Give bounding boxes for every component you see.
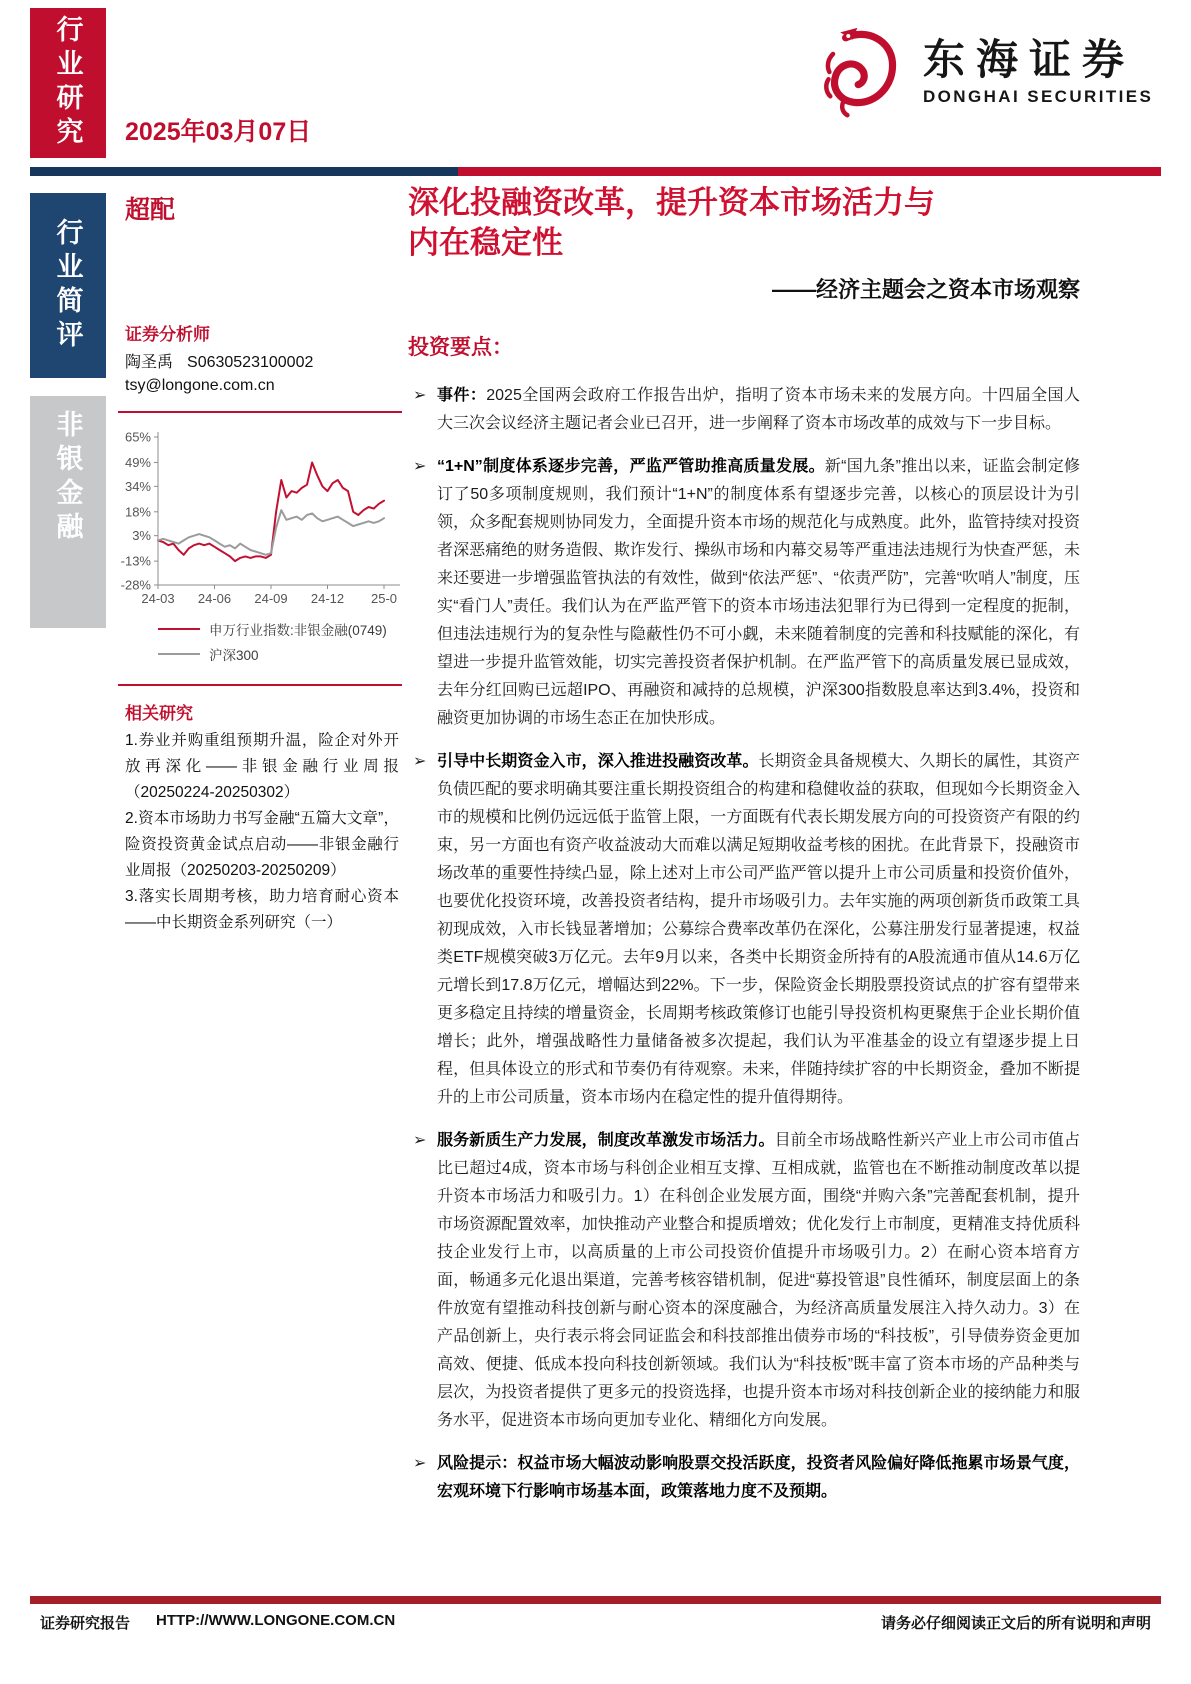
related-research-item: 1.券业并购重组预期升温，险企对外开放再深化——非银金融行业周报（20250224-20250302） <box>125 732 399 801</box>
points-heading: 投资要点： <box>408 336 513 359</box>
bullet-arrow-icon: ➢ <box>413 387 427 404</box>
sidebar-tag-industry-research <box>30 8 106 158</box>
bullet-body: 新“国九条”推出以来，证监会制定修订了50多项制度规则，我们预计“1+N”的制度体系有望逐步完善，以核心的顶层设计为引领，众多配套规则协同发力，全面提升资本市场的规范化与成熟度。此外，监管持续对投资者深恶痛绝的财务造假、欺诈发行、操纵市场和内幕交易等严重违法违规行为快查严惩，未来还要进一步增强监管执法的有效性，做到“依法严惩”、“依责严防”，完善“吹哨人”制度，压实“看门人”责任。我们认为在严监严管下的资本市场违法犯罪行为已得到一定程度的扼制，但违法违规行为的复杂性与隐蔽性仍不可小觑，未来随着制度的完善和科技赋能的深化，有望进一步提升监管效能，切实完善投资者保护机制。在严监严管下的高质量发展已显成效，去年分红回购已远超IPO、再融资和减持的总规模，沪深300指数股息率达到3.4%，投资和融资更加协调的市场生态正在加快形成。 <box>437 458 1080 727</box>
brand-text <box>923 34 1154 107</box>
header-divider-red <box>458 167 1161 176</box>
bullet-paragraph <box>437 382 1080 438</box>
chart-legend <box>158 619 412 664</box>
chart-tick-label: 25-0 <box>370 591 398 606</box>
divider-rule <box>118 684 402 686</box>
chart-tick-label: 24-12 <box>310 591 345 606</box>
chart-tick-label: 49% <box>124 454 151 470</box>
chart-shape <box>158 510 384 555</box>
bullet-body: 长期资金具备规模大、久期长的属性，其资产负债匹配的要求明确其要注重长期投资组合的构建和稳健收益的获取，但现如今长期资金入市的规模和比例仍远远低于监管上限，一方面既有代表长期发展方向的可投资资产有限的约束，另一方面也有资产收益波动大而难以满足短期收益考核的困扰。在此背景下，投融资市场改革的重要性持续凸显，除上述对上市公司严监严管以提升上市公司质量和投资价值外，也要优化投资环境，改善投资者结构，提升市场吸引力。去年实施的两项创新货币政策工具初现成效，入市长钱显著增加；公募综合费率改革仍在深化，公募注册发行显著提速，权益类ETF规模突破3万亿元。去年9月以来，各类中长期资金所持有的A股流通市值从14.6万亿元增长到17.8万亿元，增幅达到22%。下一步，保险资金长期股票投资试点的扩容有望带来更多稳定且持续的增量资金，长周期考核政策修订也能引导投资机构更聚焦于企业长期价值增长；此外，增强战略性力量储备被多次提起，我们认为平准基金的设立有望逐步提上日程，但具体设立的形式和节奏仍有待观察。未来，伴随持续扩容的中长期资金，叠加不断提升的上市公司质量，资本市场内在稳定性的提升值得期待。 <box>437 753 1080 1106</box>
sidebar-tag-label: 非银金融 <box>52 410 83 546</box>
sidebar-tag-sector <box>30 396 106 628</box>
chart-canvas <box>112 427 412 609</box>
report-date: 2025年03月07日 <box>125 118 312 146</box>
bullet-item <box>408 1450 1080 1506</box>
report-title-line2: 内在稳定性 <box>408 225 563 260</box>
brand-logo <box>815 24 1153 120</box>
bullet-item <box>408 453 1080 733</box>
analyst-email[interactable]: tsy@longone.com.cn <box>125 377 275 394</box>
report-title <box>408 183 1080 263</box>
bullet-body: 2025全国两会政府工作报告出炉，指明了资本市场未来的发展方向。十四届全国人大三次会议经济主题记者会业已召开，进一步阐释了资本市场改革的成效与下一步目标。 <box>437 387 1080 432</box>
related-research-heading: 相关研究 <box>125 704 193 723</box>
report-title-line1: 深化投融资改革，提升资本市场活力与 <box>408 185 935 220</box>
bullet-paragraph <box>437 748 1080 1112</box>
chart-tick-label: 24-06 <box>197 591 232 606</box>
bullet-body: 目前全市场战略性新兴产业上市公司市值占比已超过4成，资本市场与科创企业相互支撑、互相成就，监管也在不断推动制度改革以提升资本市场活力和吸引力。1）在科创企业发展方面，围绕“并购六条”完善配套机制，提升市场资源配置效率，加快推动产业整合和提质增效；优化发行上市制度，更精准支持优质科技企业发行上市，以高质量的上市公司投资价值提升市场吸引力。2）在耐心资本培育方面，畅通多元化退出渠道，完善考核容错机制，促进“募投管退”良性循环，制度层面上的条件放宽有望推动科技创新与耐心资本的深度融合，为经济高质量发展注入持久动力。3）在产品创新上，央行表示将会同证监会和科技部推出债券市场的“科技板”，引导债券资金更加高效、便捷、低成本投向科技创新领域。我们认为“科技板”既丰富了资本市场的产品种类与层次，为投资者提供了更多元的投资选择，也提升资本市场对科技创新企业的接纳能力和服务水平，促进资本市场向更加专业化、精细化方向发展。 <box>437 1132 1080 1429</box>
bullet-item <box>408 748 1080 1112</box>
legend-line-swatch <box>158 653 200 655</box>
chart-tick-label: 65% <box>124 429 151 445</box>
bullet-lead: 服务新质生产力发展，制度改革激发市场活力。 <box>437 1132 775 1149</box>
bullet-lead: 事件： <box>437 387 487 404</box>
chart-tick-label: 24-03 <box>141 591 175 606</box>
analyst-name: 陶圣禹 <box>125 354 174 371</box>
header-divider <box>30 167 1161 176</box>
related-research-item: 3.落实长周期考核，助力培育耐心资本——中长期资金系列研究（一） <box>125 888 399 931</box>
bullet-list <box>408 382 1080 1506</box>
analyst-heading: 证券分析师 <box>125 325 210 344</box>
chart-shape <box>158 463 384 562</box>
bullet-arrow-icon: ➢ <box>413 753 427 770</box>
legend-label: 申万行业指数:非银金融(0749) <box>209 623 387 638</box>
header-divider-navy <box>30 167 458 176</box>
footer <box>40 1612 1151 1633</box>
legend-item <box>158 619 412 639</box>
report-subtitle: ——经济主题会之资本市场观察 <box>771 277 1080 302</box>
bullet-paragraph <box>437 1127 1080 1435</box>
sidebar-tag-label: 行业简评 <box>52 217 83 354</box>
dragon-logo-icon <box>815 24 905 120</box>
sidebar-tag-label: 行业研究 <box>52 15 83 151</box>
related-research-item: 2.资本市场助力书写金融“五篇大文章”，险资投资黄金试点启动——非银金融行业周报（20250203-20250209） <box>125 810 399 879</box>
analyst-name-line <box>125 349 313 372</box>
chart-tick-label: -28% <box>120 577 151 593</box>
footer-url[interactable]: HTTP://WWW.LONGONE.COM.CN <box>156 1612 396 1629</box>
chart-tick-label: 34% <box>124 478 151 494</box>
bullet-lead: 风险提示：权益市场大幅波动影响股票交投活跃度，投资者风险偏好降低拖累市场景气度，宏观环境下行影响市场基本面，政策落地力度不及预期。 <box>437 1455 1080 1500</box>
brand-name-en: DONGHAI SECURITIES <box>923 87 1154 107</box>
related-research-list <box>125 728 399 936</box>
sidebar-tag-industry-brief <box>30 193 106 378</box>
chart-tick-label: -13% <box>120 553 151 569</box>
analyst-license: S0630523100002 <box>187 354 314 371</box>
bullet-paragraph <box>437 1450 1080 1506</box>
performance-chart <box>112 427 412 664</box>
footer-report-type: 证券研究报告 <box>40 1615 131 1632</box>
bullet-lead: “1+N”制度体系逐步完善，严监严管助推高质量发展。 <box>437 458 825 475</box>
bullet-paragraph <box>437 453 1080 733</box>
footer-disclaimer: 请务必仔细阅读正文后的所有说明和声明 <box>880 1615 1151 1632</box>
chart-tick-label: 18% <box>124 504 151 520</box>
legend-label: 沪深300 <box>209 648 259 663</box>
chart-tick-label: 3% <box>132 528 151 544</box>
footer-bar <box>30 1596 1161 1604</box>
rating-badge: 超配 <box>125 196 176 224</box>
bullet-item <box>408 1127 1080 1435</box>
main-content <box>408 183 1080 1521</box>
brand-name-cn: 东海证券 <box>923 34 1136 84</box>
bullet-item <box>408 382 1080 438</box>
chart-tick-label: 24-09 <box>254 591 288 606</box>
bullet-lead: 引导中长期资金入市，深入推进投融资改革。 <box>437 753 759 770</box>
legend-line-swatch <box>158 628 200 630</box>
legend-item <box>158 644 412 664</box>
bullet-arrow-icon: ➢ <box>413 458 427 475</box>
divider-rule <box>118 411 402 413</box>
bullet-arrow-icon: ➢ <box>413 1132 427 1149</box>
bullet-arrow-icon: ➢ <box>413 1455 427 1472</box>
